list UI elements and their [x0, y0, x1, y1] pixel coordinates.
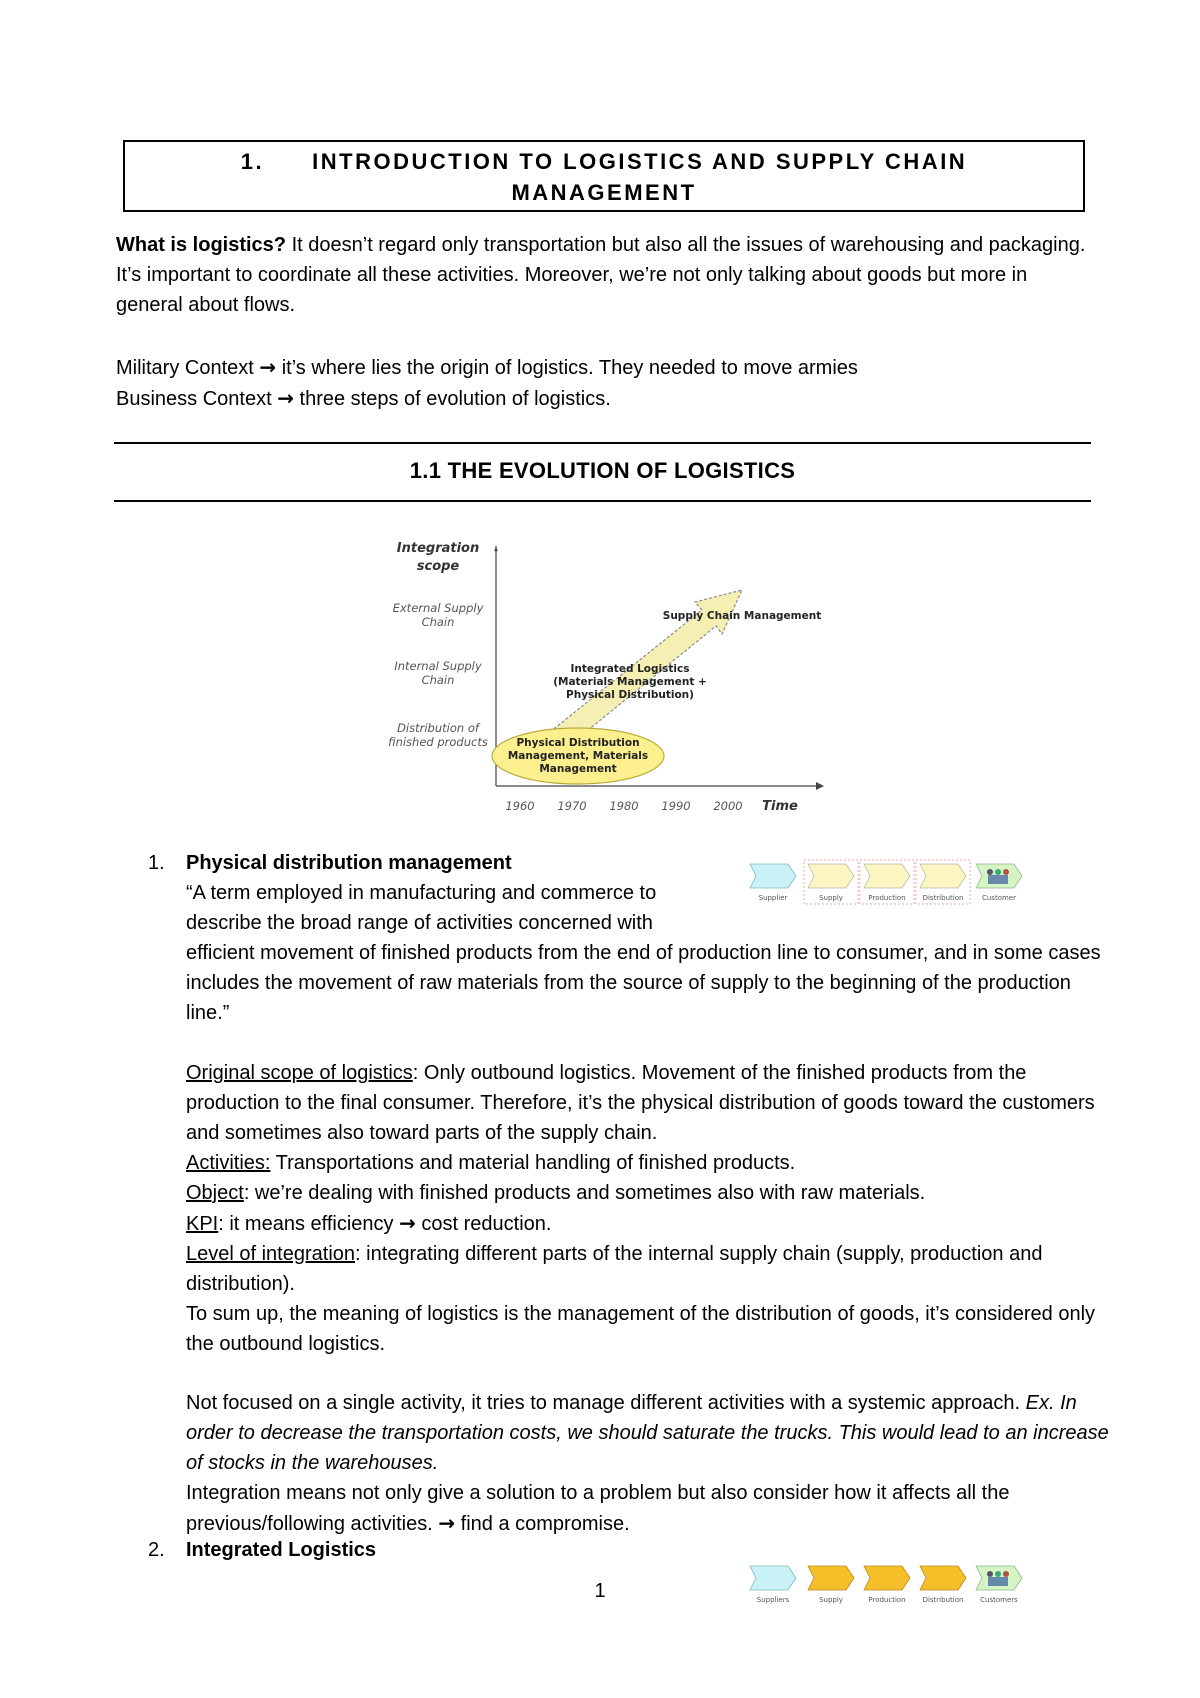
chapter-title-line-1 [125, 146, 1083, 177]
item-1-head [186, 848, 716, 938]
y-axis-title-line-2: scope [416, 559, 460, 574]
kpi-text-a: : it means efficiency [218, 1213, 400, 1235]
intro-answer: It doesn’t regard only transportation but also all the issues of warehousing and packaging. It’s important to coordinate all these activities. Moreover, we’re not only talking about goods but more in general about flows. [116, 234, 1086, 316]
item-1-heading: Physical distribution management [186, 852, 512, 874]
y-level-distribution-line-2: finished products [388, 735, 488, 749]
item-1-systemic [186, 1388, 1116, 1539]
stage-1-label-line-2: Management, Materials [507, 750, 649, 762]
customer-group-icon [988, 875, 1008, 884]
customer-person-icon [987, 1571, 993, 1577]
item-1-quote-line-b: describe the broad range of activities concerned with [186, 912, 653, 934]
integration-text: : integrating different parts of the internal supply chain (supply, production and distribution). [186, 1243, 1043, 1295]
chapter-title-line-2: MANAGEMENT [511, 180, 697, 205]
chain-label-supplier: Supplier [758, 894, 788, 902]
right-arrow-icon: → [399, 1211, 416, 1235]
x-tick-label: 1990 [661, 799, 691, 813]
y-axis-title-line-1: Integration [396, 541, 480, 556]
scope-label: Original scope of logistics [186, 1062, 413, 1084]
intro-question: What is logistics? [116, 234, 287, 256]
context-paragraph [116, 352, 1090, 414]
military-text: it’s where lies the origin of logistics. They needed to move armies [276, 357, 858, 379]
x-tick-label: 1970 [557, 799, 587, 813]
right-arrow-icon: → [259, 355, 277, 379]
x-tick-label: 1960 [505, 799, 535, 813]
chain-label-supply: Supply [819, 894, 843, 902]
intro-paragraph [116, 230, 1090, 320]
right-arrow-icon: → [438, 1511, 456, 1535]
chain-label-production: Production [868, 1596, 906, 1604]
customer-person-icon [995, 869, 1001, 875]
item-2-heading: Integrated Logistics [186, 1539, 377, 1561]
integration-label: Level of integration [186, 1243, 356, 1265]
integration-end-text: find a compromise. [455, 1513, 630, 1535]
stage-2-label-line-1: Integrated Logistics [570, 663, 690, 675]
y-level-external-line-1: External Supply [392, 601, 484, 615]
chain-label-customers: Customers [980, 1596, 1018, 1604]
chain-step-distribution [920, 864, 966, 888]
chain-step-supplier [750, 864, 796, 888]
item-1-quote-rest: efficient movement of finished products from the end of production line to consumer, and in some cases includes the movement of raw materials from the source of supply to the beginning of the production line.” [186, 942, 1101, 1024]
kpi-text-b: cost reduction. [415, 1213, 552, 1235]
x-tick-labels [505, 799, 742, 813]
chapter-title-box [123, 140, 1085, 212]
section-rule-bottom [114, 500, 1091, 502]
item-2-head [186, 1535, 1116, 1565]
x-tick-label: 2000 [713, 799, 743, 813]
right-arrow-icon: → [277, 386, 294, 410]
object-text: : we’re dealing with finished products and sometimes also with raw materials. [243, 1182, 926, 1204]
numbered-list [148, 848, 1108, 1548]
activities-text: Transportations and material handling of finished products. [270, 1152, 796, 1174]
stage-1-label-line-1: Physical Distribution [516, 737, 640, 749]
supply-chain-diagram-1 [748, 858, 1028, 908]
x-tick-label: 1980 [609, 799, 639, 813]
business-label: Business Context [116, 388, 278, 410]
customer-person-icon [1003, 1571, 1009, 1577]
item-1-details [186, 1058, 1116, 1359]
x-axis-arrowhead-icon [816, 782, 824, 790]
list-marker-2: 2. [148, 1539, 165, 1561]
y-axis-dot [495, 549, 498, 552]
chain-label-customer: Customer [981, 894, 1017, 902]
example-text: Ex. In order to decrease the transportation costs, we should saturate the trucks. This would lead to an increase of stocks in the warehouses. [186, 1392, 1109, 1474]
stage-1-label-line-3: Management [539, 763, 617, 775]
customer-person-icon [995, 1571, 1001, 1577]
chain-label-suppliers: Suppliers [756, 1596, 790, 1604]
page-number: 1 [594, 1580, 606, 1602]
object-label: Object [186, 1182, 244, 1204]
section-rule-top [114, 442, 1091, 444]
y-level-internal-line-1: Internal Supply [394, 659, 482, 673]
activities-label: Activities: [186, 1152, 271, 1174]
y-level-distribution-line-1: Distribution of [397, 721, 479, 735]
x-axis-title: Time [762, 799, 798, 814]
chain-label-supply: Supply [819, 1596, 843, 1604]
list-marker-1: 1. [148, 852, 165, 874]
chain-step-supply [808, 864, 854, 888]
scope-text: : Only outbound logistics. Movement of the finished products from the production to the final consumer. Therefore, it’s the physical distribution of goods toward the customers and sometimes also toward parts of the supply chain. [186, 1062, 1095, 1144]
chapter-number: 1. [240, 149, 265, 174]
y-level-internal-line-2: Chain [421, 673, 455, 687]
stage-3-label: Supply Chain Management [662, 610, 822, 622]
section-title: 1.1 THE EVOLUTION OF LOGISTICS [409, 458, 796, 483]
integration-means-text: Integration means not only give a solution to a problem but also consider how it affects all the previous/following activities. [186, 1482, 1010, 1535]
systemic-text: Not focused on a single activity, it tries to manage different activities with a systemic approach. [186, 1392, 1026, 1414]
chain-step-production [864, 864, 910, 888]
y-level-external-line-2: Chain [421, 615, 455, 629]
evolution-chart [380, 532, 830, 822]
chain-label-distribution: Distribution [922, 1596, 964, 1604]
stage-2-label-line-2: (Materials Management + [553, 676, 707, 688]
item-1-quote-line-a: “A term employed in manufacturing and commerce to [186, 882, 657, 904]
customer-person-icon [1003, 869, 1009, 875]
kpi-label: KPI [186, 1213, 219, 1235]
sum-up-text: To sum up, the meaning of logistics is the management of the distribution of goods, it’s considered only the outbound logistics. [186, 1303, 1096, 1355]
customer-person-icon [987, 869, 993, 875]
military-label: Military Context [116, 357, 260, 379]
chapter-title-text: INTRODUCTION TO LOGISTICS AND SUPPLY CHAIN [312, 149, 968, 174]
stage-2-label-line-3: Physical Distribution) [566, 689, 694, 701]
chain-label-production: Production [868, 894, 906, 902]
chain-label-distribution: Distribution [922, 894, 964, 902]
business-text: three steps of evolution of logistics. [293, 388, 611, 410]
numbered-list-2 [148, 1535, 748, 1567]
